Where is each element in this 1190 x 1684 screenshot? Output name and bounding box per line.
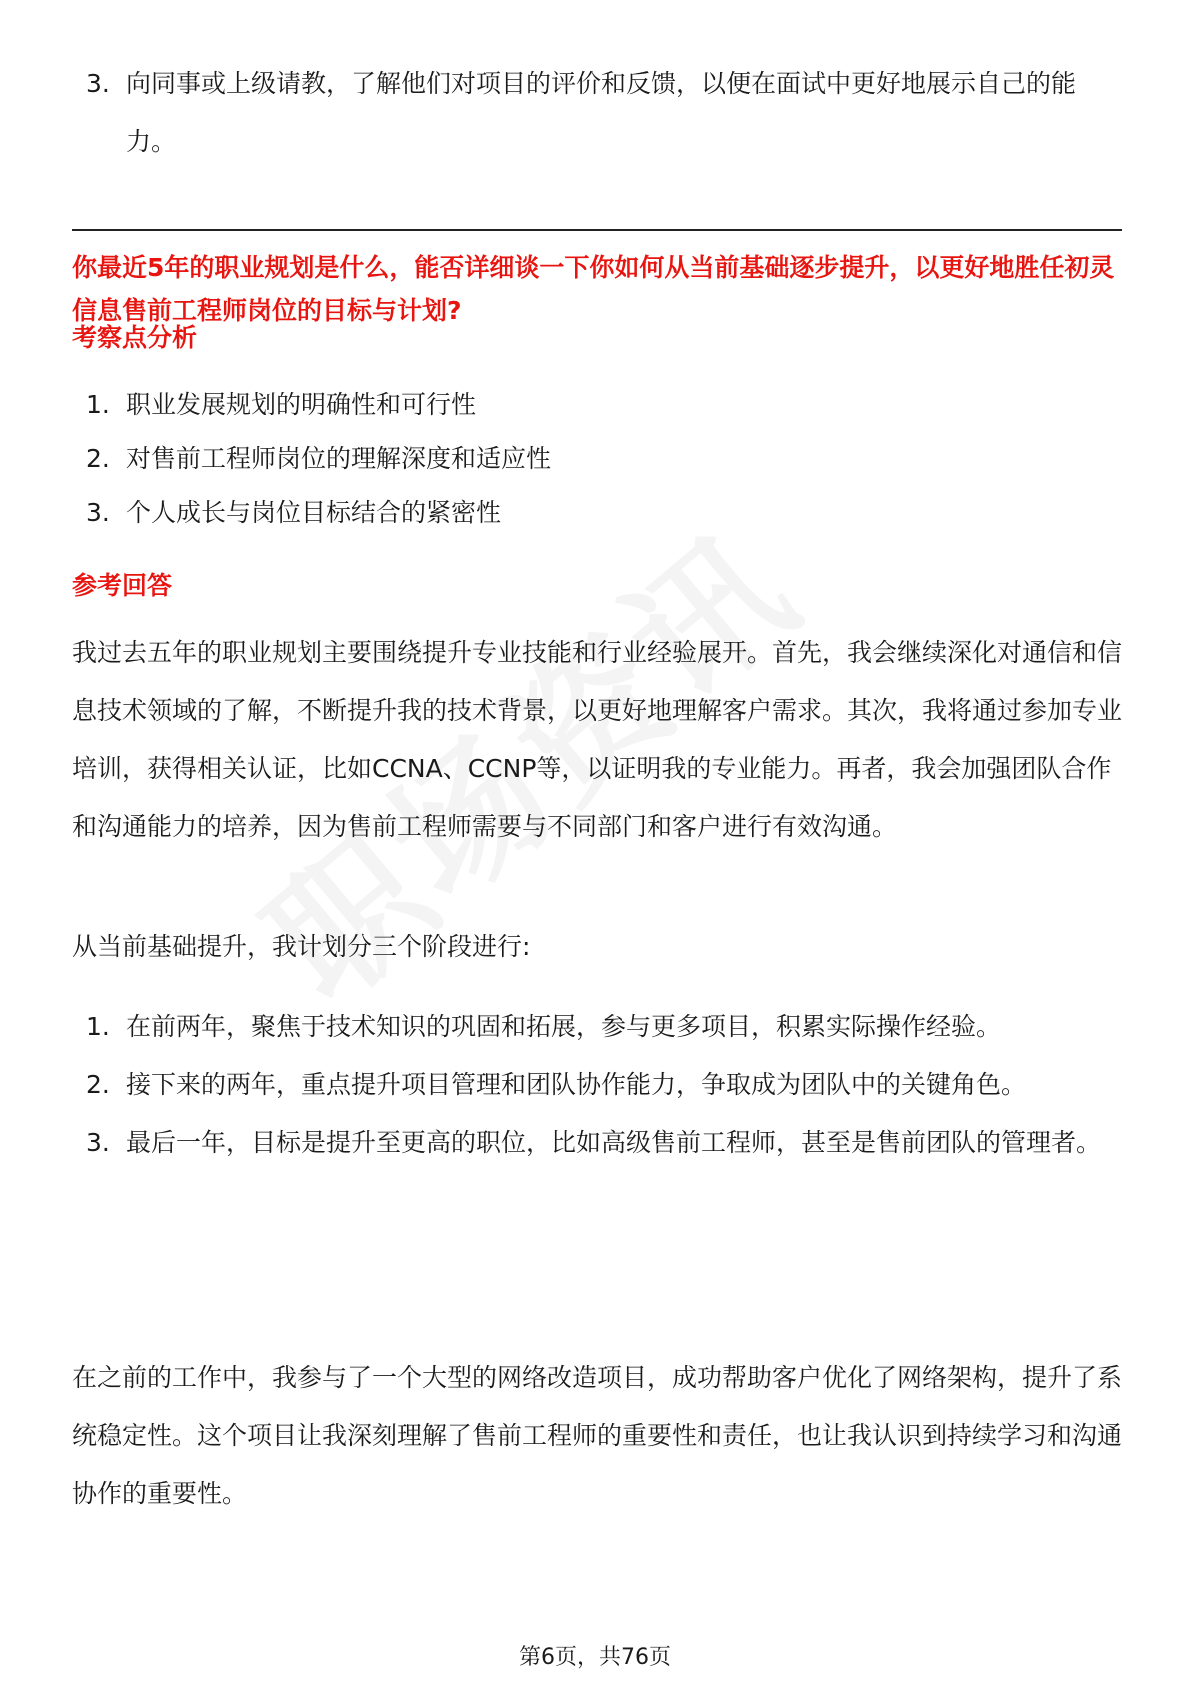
list-text: 最后一年，目标是提升至更高的职位，比如高级售前工程师，甚至是售前团队的管理者。 xyxy=(126,1128,1102,1157)
list-number: 3. xyxy=(86,498,110,527)
question-heading: 你最近5年的职业规划是什么，能否详细谈一下你如何从当前基础逐步提升，以更好地胜任初灵信息售前工程师岗位的目标与计划? xyxy=(72,253,1115,325)
list-number: 3. xyxy=(86,1128,110,1157)
list-number: 1. xyxy=(86,1012,110,1041)
list-item xyxy=(72,378,1122,432)
list-number: 2. xyxy=(86,1070,110,1099)
stages-list xyxy=(72,998,1122,1172)
list-number: 1. xyxy=(86,390,110,419)
analysis-title: 考察点分析 xyxy=(72,323,198,352)
answer-title: 参考回答 xyxy=(72,571,173,600)
list-text: 个人成长与岗位目标结合的紧密性 xyxy=(126,498,502,527)
list-item xyxy=(72,55,1122,171)
list-text: 在前两年，聚焦于技术知识的巩固和拓展，参与更多项目，积累实际操作经验。 xyxy=(126,1012,1002,1041)
list-number: 3. xyxy=(86,69,110,98)
list-item xyxy=(72,486,1122,540)
divider xyxy=(72,229,1122,231)
list-item xyxy=(72,1056,1122,1114)
list-text: 向同事或上级请教，了解他们对项目的评价和反馈，以便在面试中更好地展示自己的能力。 xyxy=(126,69,1077,156)
list-item xyxy=(72,1114,1122,1172)
list-item xyxy=(72,998,1122,1056)
page-number: 第6页，共76页 xyxy=(519,1645,671,1670)
answer-paragraph-1: 我过去五年的职业规划主要围绕提升专业技能和行业经验展开。首先，我会继续深化对通信和信息技术领域的了解，不断提升我的技术背景，以更好地理解客户需求。其次，我将通过参加专业培训，获得相关认证，比如CCNA、CCNP等，以证明我的专业能力。再者，我会加强团队合作和沟通能力的培养，因为售前工程师需要与不同部门和客户进行有效沟通。 xyxy=(72,638,1123,841)
answer-paragraph-2: 从当前基础提升，我计划分三个阶段进行: xyxy=(72,932,531,961)
list-text: 对售前工程师岗位的理解深度和适应性 xyxy=(126,444,552,473)
list-item xyxy=(72,432,1122,486)
answer-paragraph-3: 在之前的工作中，我参与了一个大型的网络改造项目，成功帮助客户优化了网络架构，提升了系统稳定性。这个项目让我深刻理解了售前工程师的重要性和责任，也让我认识到持续学习和沟通协作的重要性。 xyxy=(72,1363,1123,1508)
previous-list xyxy=(72,55,1122,171)
list-number: 2. xyxy=(86,444,110,473)
list-text: 接下来的两年，重点提升项目管理和团队协作能力，争取成为团队中的关键角色。 xyxy=(126,1070,1027,1099)
list-text: 职业发展规划的明确性和可行性 xyxy=(126,390,477,419)
analysis-list xyxy=(72,378,1122,540)
